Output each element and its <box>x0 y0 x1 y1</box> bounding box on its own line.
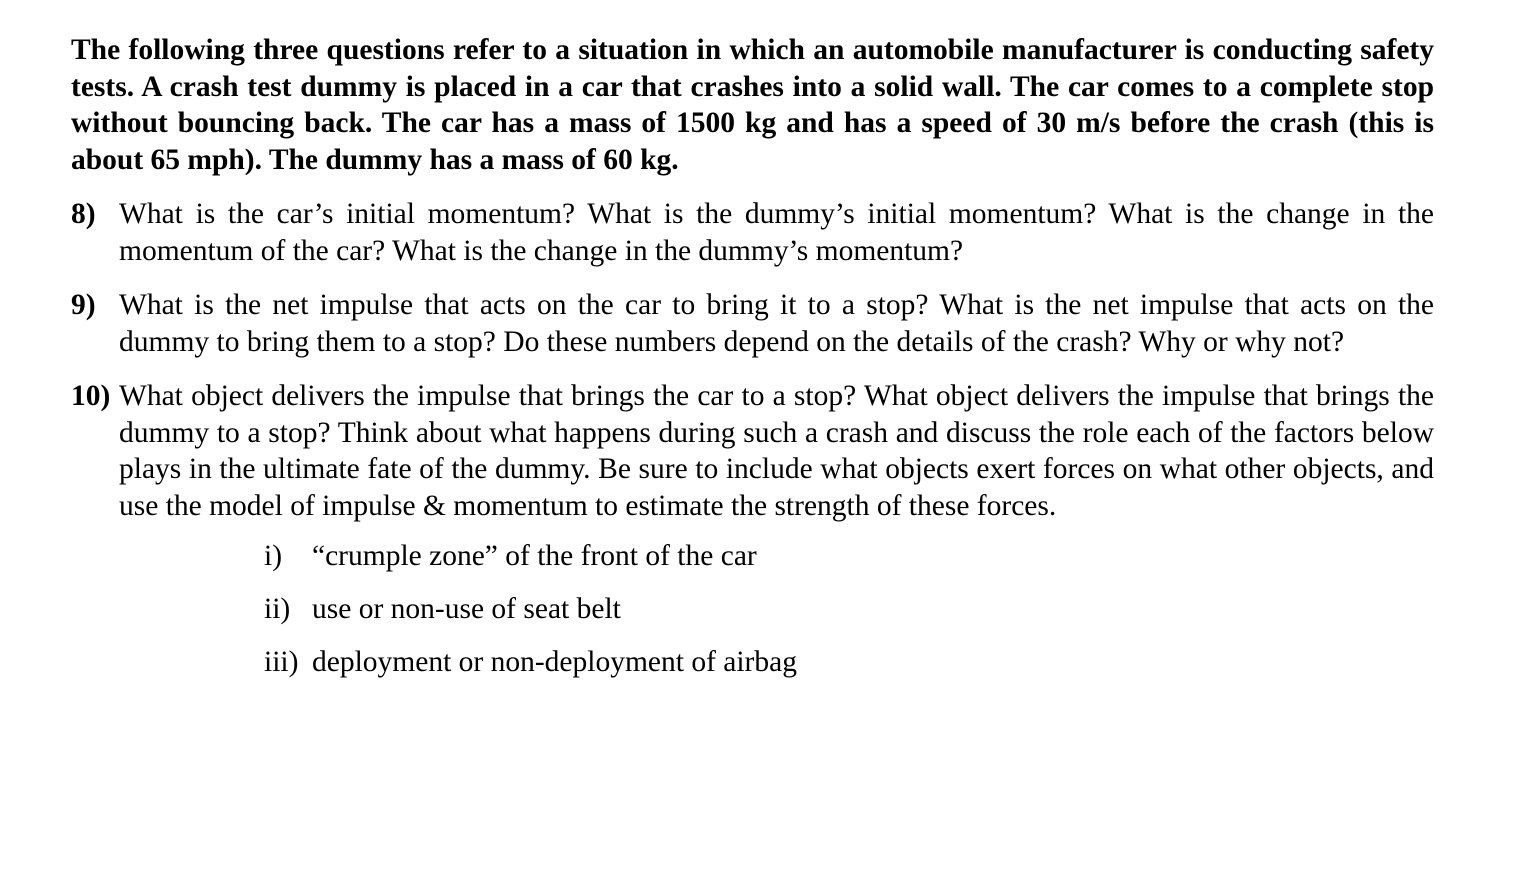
factor-number: iii) <box>264 646 299 678</box>
factor-number: i) <box>264 540 283 572</box>
question-10 <box>71 378 1434 524</box>
question-number: 8) <box>71 198 96 230</box>
factor-text: use or non-use of seat belt <box>312 593 621 625</box>
factor-text: deployment or non-deployment of airbag <box>312 646 797 678</box>
factor-text: “crumple zone” of the front of the car <box>312 540 757 572</box>
question-text: What is the car’s initial momentum? What is the dummy’s initial momentum? What is the change in the momentum of the car? What is the change in the dummy’s momentum? <box>119 198 1434 267</box>
question-9 <box>71 287 1434 360</box>
factor-number: ii) <box>264 593 291 625</box>
question-number: 9) <box>71 289 96 321</box>
factor-item <box>264 644 1434 680</box>
factor-list <box>264 538 1434 680</box>
question-text: What is the net impulse that acts on the car to bring it to a stop? What is the net impulse that acts on the dummy to bring them to a stop? Do these numbers depend on the details of the crash? Why or why not? <box>119 289 1434 358</box>
question-number: 10) <box>71 380 111 412</box>
intro-paragraph: The following three questions refer to a situation in which an automobile manufacturer is conducting safety tests. A crash test dummy is placed in a car that crashes into a solid wall. The car comes to a complete stop without bouncing back. The car has a mass of 1500 kg and has a speed of 30 m/s before the crash (this is about 65 mph). The dummy has a mass of 60 kg. <box>71 34 1434 176</box>
question-8 <box>71 196 1434 269</box>
document-page <box>71 32 1434 697</box>
question-text: What object delivers the impulse that brings the car to a stop? What object delivers the impulse that brings the dummy to a stop? Think about what happens during such a crash and discuss the role each of the factors below plays in the ultimate fate of the dummy. Be sure to include what objects exert forces on what other objects, and use the model of impulse & momentum to estimate the strength of these forces. <box>119 380 1434 522</box>
factor-item <box>264 538 1434 574</box>
factor-item <box>264 591 1434 627</box>
